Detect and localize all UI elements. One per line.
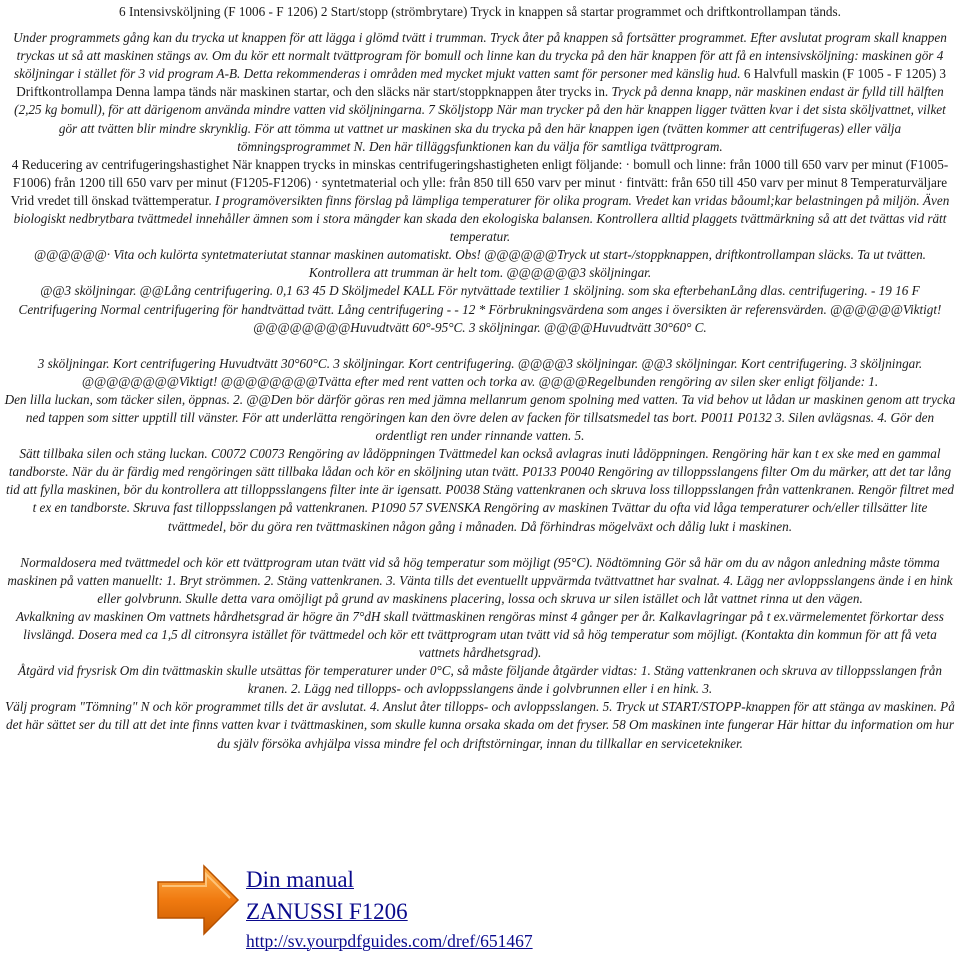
- text-segment: 3 sköljningar. Kort centrifugering Huvudtvätt 30°60°C. 3 sköljningar. Kort centrifugering. @@@@3 sköljningar. @@3 sköljningar. Kort centrifugering. 3 sköljningar. @@@@@@@@Viktigt! @@@@@@@@Tvätta efter med rent vatten och torka av. @@@@Regelbunden rengöring av silen sker enligt följande: 1.: [37, 355, 923, 389]
- model-link[interactable]: ZANUSSI F1206: [246, 899, 408, 924]
- footer-links: [246, 864, 533, 954]
- text-segment: @@3 sköljningar. @@Lång centrifugering. 0,1 63 45 D Sköljmedel KALL För nytvättade textilier 1 sköljning. som ska efterbehanLång dlas. centrifugering. - 19 16 F Centrifugering Normal centrifugering för handtvättad tvätt. Lång centrifugering - - 12 * Förbrukningsvärdena som anges i översikten är referensvärden. @@@@@@Viktigt! @@@@@@@@Huvudtvätt 60°-95°C. 3 sköljningar. @@@@Huvudtvätt 30°60° C.: [18, 283, 942, 335]
- paragraph-gap: [4, 337, 956, 355]
- paragraph-program-controls: [4, 29, 956, 156]
- arrow-right-icon: [152, 862, 242, 938]
- paragraph-synthetics: [4, 246, 956, 282]
- text-segment: @@@@@@· Vita och kulörta syntetmateriutat stannar maskinen automatiskt. Obs! @@@@@@Tryck ut start-/stoppknappen, driftkontrollampan släcks. Ta ut tvätten. Kontrollera att trumman är helt tom. @@@@@@3 sköljningar.: [34, 247, 926, 281]
- source-url-link[interactable]: http://sv.yourpdfguides.com/dref/651467: [246, 931, 533, 951]
- paragraph-gap: [4, 536, 956, 554]
- text-segment: Den lilla luckan, som täcker silen, öppnas. 2. @@Den bör därför göras ren med jämna mellanrum genom spolning med vatten. Ta vid behov ut lådan ur maskinen genom att trycka ned tappen som sitter upptill till vänster. För att underlätta rengöringen kan den övre delen av facken för tillsatsmedel tas bort. P0011 P0132 3. Silen avlägsnas. 4. Gör den ordentligt ren under rinnande vatten. 5.: [4, 391, 956, 444]
- paragraph-spin-reduction: [4, 156, 956, 246]
- paragraph-descaling: [4, 608, 956, 662]
- paragraph-emergency-drain: [4, 554, 956, 608]
- text-segment: 6 Halvfull maskin (F 1005 - F 1205) 3 Driftkontrollampa Denna lampa tänds när maskinen startar, och den släcks när start/stoppknappen åter trycks in.: [16, 66, 947, 100]
- text-segment: Normaldosera med tvättmedel och kör ett tvättprogram utan tvätt vid så hög temperatur som möjligt (95°C). Nödtömning Gör så här om du av någon anledning måste tömma maskinen på vatten manuellt: 1. Bryt strömmen. 2. Stäng vattenkranen. 3. Vänta tills det eventuellt uppvärmda tvättvattnet har svalnat. 4. Lägg ner avloppsslangens ände i en hink eller golvbrunn. Skulle detta vara omöjligt på grund av maskinens placering, lossa och skruva ur silen istället och låt vattnet rinna ut den vägen.: [7, 554, 953, 606]
- text-segment: Tryck på denna knapp, när maskinen endast är fylld till hälften (2,25 kg bomull), för att därigenom använda mindre vatten vid sköljningarna. 7 Sköljstopp När man trycker på den här knappen ligger tvätten kvar i det sista sköljvattnet, vilket gör att tvätten blir mindre skrynklig. För att tömma ut vattnet ur maskinen ska du trycka på den här knappen igen (tvätten kommer att centrifugeras) eller välja tömningsprogrammet N. Den här tilläggsfunktionen kan du välja för samtliga tvättprogram.: [14, 84, 946, 154]
- text-segment: Sätt tillbaka silen och stäng luckan. C0072 C0073 Rengöring av lådöppningen Tvättmedel kan också avlagras inuti lådöppningen. Rengöring här kan t ex ske med en gammal tandborste. När du är färdig med rengöringen sätt tillbaka lådan och kör en sköljning utan tvätt. P0133 P0040 Rengöring av tilloppsslangens filter Om du märker, att det tar lång tid att fylla maskinen, bör du kontrollera att tilloppsslangens filter inte är igensatt. P0038 Stäng vattenkranen och skruva loss tilloppsslangen från vattenkranen. Rengör filtret med t ex en tandborste. Skruva fast tilloppsslangen på vattenkranen. P1090 57 SVENSKA Rengöring av maskinen Tvättar du ofta vid låga temperaturer och/eller tillsätter lite tvättmedel, bör du göra ren tvättmaskinen någon gång i månaden. Då förhindras mögelväxt och dålig lukt i maskinen.: [5, 446, 955, 534]
- text-segment: I programöversikten finns förslag på lämpliga temperaturer för olika program. Vredet kan vridas båouml;kar belastningen på miljön. Även biologiskt nedbrytbara tvättmedel innehåller ämnen som i stora mängder kan skada den ekologiska balansen. Kontrollera alltid plaggets tvättmärkning så att det tvättas vid rätt temperatur.: [13, 192, 950, 245]
- paragraph-intensive-rinse: [4, 3, 956, 21]
- text-segment: Åtgärd vid frysrisk Om din tvättmaskin skulle utsättas för temperaturer under 0°C, så måste följande åtgärder vidtas: 1. Stäng vattenkranen och skruva av tilloppsslangen från kranen. 2. Lägg ned tillopps- och avloppsslangens ände i golvbrunnen eller i en hink. 3.: [18, 663, 942, 697]
- text-segment: 4 Reducering av centrifugeringshastighet När knappen trycks in minskas centrifugeringshastigheten enligt följande: · bomull och linne: från 1000 till 650 varv per minut (F1005-F1006) från 1200 till 650 varv per minut (F1205-F1206) · syntetmaterial och ylle: från 850 till 650 varv per minut · fintvätt: från 650 till 450 varv per minut 8 Temperaturväljare Vrid vredet till önskad tvättemperatur.: [10, 156, 949, 208]
- paragraph-frost-risk: [4, 662, 956, 698]
- manual-link[interactable]: Din manual: [246, 867, 354, 892]
- text-segment: Välj program "Tömning" N och kör programmet tills det är avslutat. 4. Anslut åter tillopps- och avloppsslangen. 5. Tryck ut START/STOPP-knappen för att stänga av maskinen. På det här sättet ser du till att det inte finns vatten kvar i tvättmaskinen, som skulle kunna orsaka skada om det fryser. 58 Om maskinen inte fungerar Här hittar du information om hur du själv försöka avhjälpa vissa mindre fel och driftstörningar, innan du tillkallar en servicetekniker.: [5, 699, 955, 751]
- text-segment: Under programmets gång kan du trycka ut knappen för att lägga i glömd tvätt i trumman. Tryck åter på knappen så fortsätter programmet. Efter avslutat program skall knappen tryckas ut så att maskinen stängs av. Om du kör ett normalt tvättprogram för bomull och linne kan du trycka på den här knappen för att få en intensivsköljning: maskinen gör 4 sköljningar i stället för 3 vid program A-B. Detta rekommenderas i områden med mycket mjukt vatten samt för personer med känslig hud.: [13, 30, 947, 82]
- paragraph-drawer-cleaning: [4, 445, 956, 535]
- paragraph-rinse-table: [4, 282, 956, 336]
- text-segment: 6 Intensivsköljning (F 1006 - F 1206) 2 Start/stopp (strömbrytare) Tryck in knappen så startar programmet och driftkontrollampan tänds.: [119, 4, 841, 19]
- paragraph-drain-program: [4, 698, 956, 752]
- paragraph-gap: [4, 21, 956, 29]
- text-segment: Avkalkning av maskinen Om vattnets hårdhetsgrad är högre än 7°dH skall tvättmaskinen rengöras minst 4 gånger per år. Kalkavlagringar på t ex.värmelementet förkortar dess livslängd. Dosera med ca 1,5 dl citronsyra istället för tvättmedel och kör ett tvättprogram utan tvätt vid så hög temperatur som möjligt. (Kontakta din kommun för att få veta vattnets hårdhetsgrad).: [16, 608, 944, 661]
- manual-text-flow: [4, 3, 956, 753]
- manual-footer: [152, 858, 602, 958]
- paragraph-filter-hatch: [4, 391, 956, 445]
- paragraph-rinse-cleaning: [4, 355, 956, 391]
